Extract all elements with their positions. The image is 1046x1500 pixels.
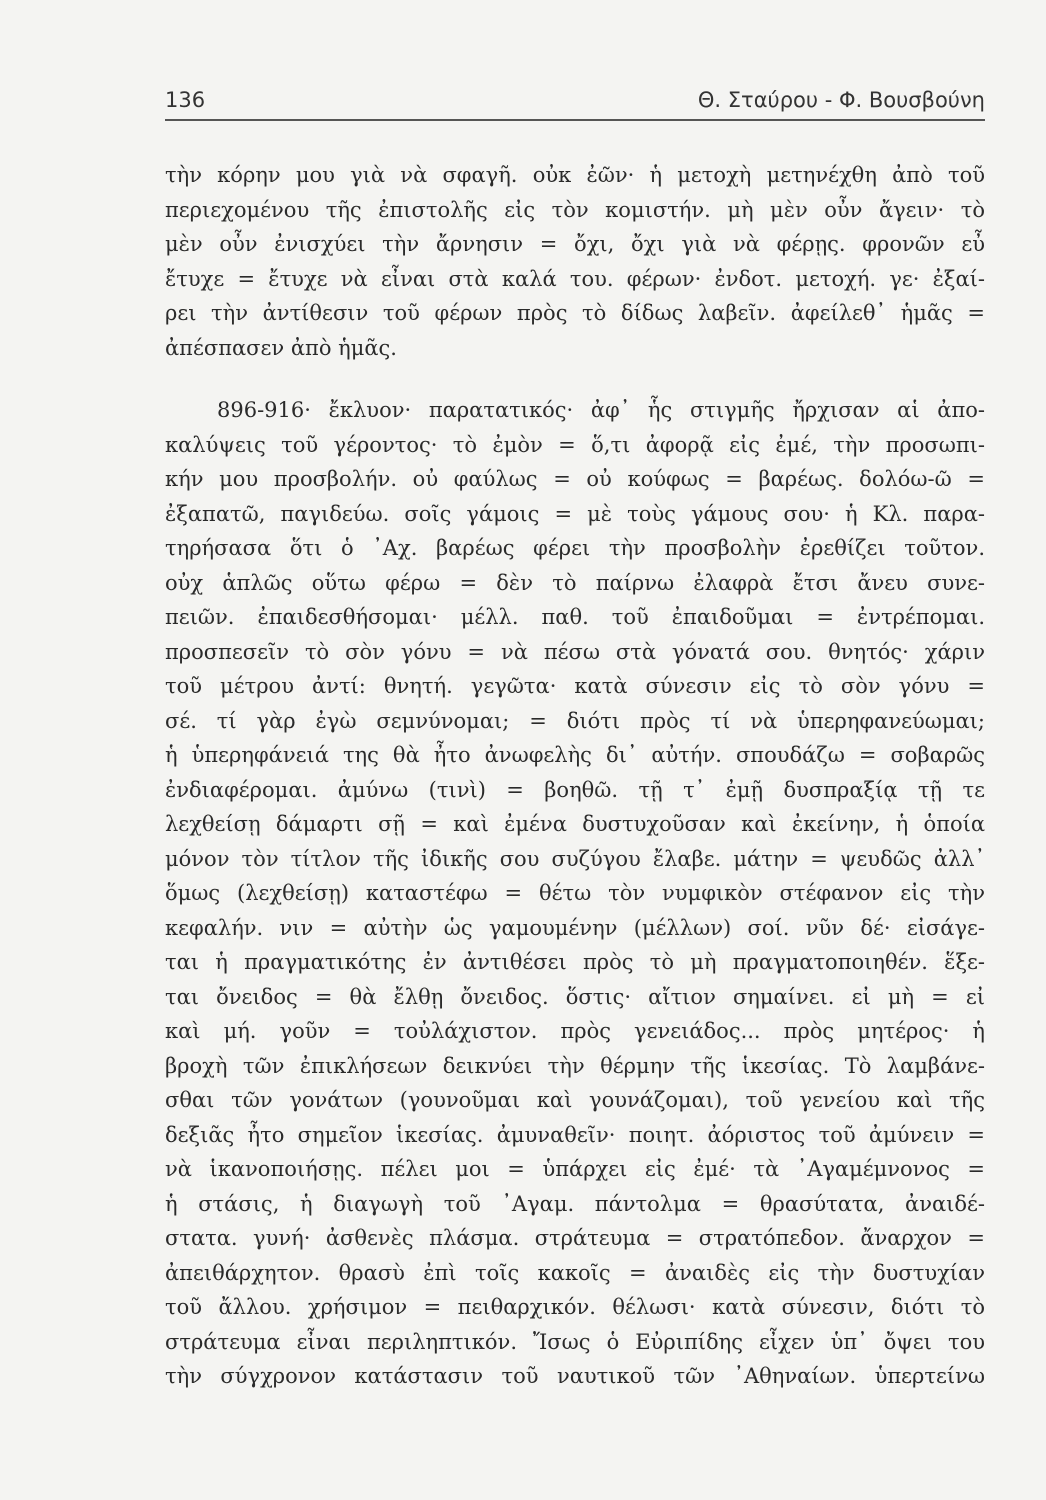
text-line: σθαι τῶν γονάτων (γουνοῦμαι καὶ γουνάζομαι), τοῦ γενείου καὶ τῆς — [165, 1088, 985, 1112]
paragraph-1 — [165, 158, 985, 365]
page-number: 136 — [165, 88, 206, 112]
text-line: καλύψεις τοῦ γέροντος· τὸ ἐμὸν = ὅ,τι ἀφορᾷ εἰς ἐμέ, τὴν προσωπι- — [165, 432, 985, 457]
text-line: τὴν κόρην μου γιὰ νὰ σφαγῆ. οὐκ ἐῶν· ἡ μετοχὴ μετηνέχθη ἀπὸ τοῦ — [165, 163, 985, 187]
text-line: περιεχομένου τῆς ἐπιστολῆς εἰς τὸν κομιστήν. μὴ μὲν οὖν ἄγειν· τὸ — [165, 197, 985, 222]
text-line: στατα. γυνή· ἀσθενὲς πλάσμα. στράτευμα = στρατόπεδον. ἄναρχον = — [165, 1226, 985, 1250]
text-line: τοῦ ἄλλου. χρήσιμον = πειθαρχικόν. θέλωσι· κατὰ σύνεσιν, διότι τὸ — [165, 1295, 985, 1319]
text-line: ἡ ὑπερηφάνειά της θὰ ἦτο ἀνωφελὴς δι᾽ αὐτήν. σπουδάζω = σοβαρῶς — [165, 743, 985, 767]
text-line: ται ἡ πραγματικότης ἐν ἀντιθέσει πρὸς τὸ μὴ πραγματοποιηθέν. ἕξε- — [165, 950, 985, 974]
text-line: σέ. τί γὰρ ἐγὼ σεμνύνομαι; = διότι πρὸς τί νὰ ὑπερηφανεύωμαι; — [165, 708, 985, 733]
text-line: ὅμως (λεχθείσῃ) καταστέφω = θέτω τὸν νυμφικὸν στέφανον εἰς τὴν — [165, 881, 985, 905]
header-rule — [165, 119, 985, 121]
text-line: ἡ στάσις, ἡ διαγωγὴ τοῦ ᾽Αγαμ. πάντολμα = θρασύτατα, ἀναιδέ- — [165, 1191, 985, 1216]
text-line: μόνον τὸν τίτλον τῆς ἰδικῆς σου συζύγου ἔλαβε. μάτην = ψευδῶς ἀλλ᾽ — [165, 846, 985, 871]
text-line: ἀπειθάρχητον. θρασὺ ἐπὶ τοῖς κακοῖς = ἀναιδὲς εἰς τὴν δυστυχίαν — [165, 1260, 985, 1285]
text-line: βροχὴ τῶν ἐπικλήσεων δεικνύει τὴν θέρμην τῆς ἱκεσίας. Τὸ λαμβάνε- — [165, 1053, 985, 1078]
page-header — [165, 88, 985, 118]
text-line: κήν μου προσβολήν. οὐ φαύλως = οὐ κούφως = βαρέως. δολόω-ῶ = — [165, 467, 985, 491]
text-line: καὶ μή. γοῦν = τοὐλάχιστον. πρὸς γενειάδος... πρὸς μητέρος· ἡ — [165, 1019, 985, 1043]
text-line: στράτευμα εἶναι περιληπτικόν. Ἴσως ὁ Εὐριπίδης εἶχεν ὑπ᾽ ὄψει του — [165, 1329, 985, 1354]
text-line: νὰ ἱκανοποιήσῃς. πέλει μοι = ὑπάρχει εἰς ἐμέ· τὰ ᾽Αγαμέμνονος = — [165, 1157, 985, 1181]
text-line: ται ὄνειδος = θὰ ἔλθῃ ὄνειδος. ὅστις· αἴτιον σημαίνει. εἰ μὴ = εἰ — [165, 984, 985, 1009]
text-line: τηρήσασα ὅτι ὁ ᾽Αχ. βαρέως φέρει τὴν προσβολὴν ἐρεθίζει τοῦτον. — [165, 536, 985, 560]
running-title: Θ. Σταύρου - Φ. Βουσβούνη — [697, 88, 985, 112]
text-line: μὲν οὖν ἐνισχύει τὴν ἄρνησιν = ὄχι, ὄχι γιὰ νὰ φέρῃς. φρονῶν εὖ — [165, 232, 985, 256]
text-line: τὴν σύγχρονον κατάστασιν τοῦ ναυτικοῦ τῶν ᾽Αθηναίων. ὑπερτείνω — [165, 1364, 985, 1388]
text-line: δεξιᾶς ἦτο σημεῖον ἱκεσίας. ἀμυναθεῖν· ποιητ. ἀόριστος τοῦ ἀμύνειν = — [165, 1122, 985, 1147]
paragraph-2 — [165, 393, 985, 1394]
text-line: 896-916· ἔκλυον· παρατατικός· ἀφ᾽ ἧς στιγμῆς ἤρχισαν αἱ ἀπο- — [217, 398, 985, 422]
text-line: ἐξαπατῶ, παγιδεύω. σοῖς γάμοις = μὲ τοὺς γάμους σου· ἡ Κλ. παρα- — [165, 501, 985, 526]
text-line: ἀπέσπασεν ἀπὸ ἡμᾶς. — [165, 335, 397, 360]
text-line: λεχθείσῃ δάμαρτι σῇ = καὶ ἐμένα δυστυχοῦσαν καὶ ἐκείνην, ἡ ὁποία — [165, 812, 985, 836]
text-line: προσπεσεῖν τὸ σὸν γόνυ = νὰ πέσω στὰ γόνατά σου. θνητός· χάριν — [165, 639, 985, 664]
text-line: οὐχ ἁπλῶς οὕτω φέρω = δὲν τὸ παίρνω ἐλαφρὰ ἔτσι ἄνευ συνε- — [165, 570, 985, 595]
text-line: τοῦ μέτρου ἀντί: θνητή. γεγῶτα· κατὰ σύνεσιν εἰς τὸ σὸν γόνυ = — [165, 674, 985, 698]
text-line: πειῶν. ἐπαιδεσθήσομαι· μέλλ. παθ. τοῦ ἐπαιδοῦμαι = ἐντρέπομαι. — [165, 605, 985, 629]
text-line: κεφαλήν. νιν = αὐτὴν ὡς γαμουμένην (μέλλων) σοί. νῦν δέ· εἰσάγε- — [165, 915, 985, 940]
text-line: ἔτυχε = ἔτυχε νὰ εἶναι στὰ καλά του. φέρων· ἐνδοτ. μετοχή. γε· ἐξαί- — [165, 266, 985, 291]
text-line: ρει τὴν ἀντίθεσιν τοῦ φέρων πρὸς τὸ δίδως λαβεῖν. ἀφείλεθ᾽ ἡμᾶς = — [165, 301, 985, 325]
text-line: ἐνδιαφέρομαι. ἀμύνω (τινὶ) = βοηθῶ. τῇ τ᾽ ἐμῇ δυσπραξίᾳ τῇ τε — [165, 777, 985, 802]
